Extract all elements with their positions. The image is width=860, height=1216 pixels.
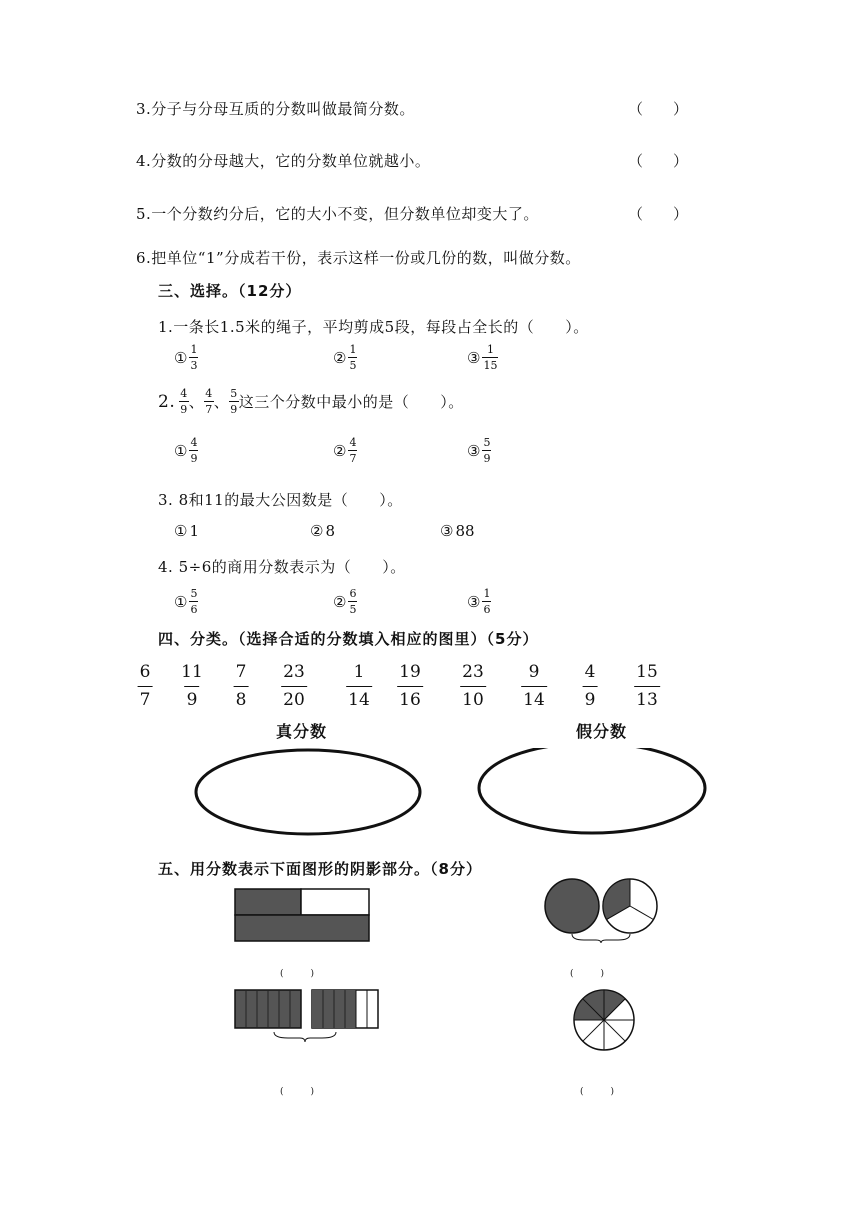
section-3-title: 三、选择。（12分）: [158, 282, 302, 300]
answer-paren-figure-4[interactable]: ( ): [580, 1087, 615, 1097]
figure-strips: [234, 988, 380, 1048]
improper-fraction-ellipse[interactable]: [479, 748, 705, 833]
section-5-title: 五、用分数表示下面图形的阴影部分。（8分）: [158, 860, 482, 878]
fraction: $\frac{1}{6}$: [483, 587, 491, 616]
classification-fraction[interactable]: 23 10: [462, 662, 484, 710]
q4-option-1[interactable]: ① $\frac{5}{6}$: [174, 587, 198, 616]
answer-paren-figure-2[interactable]: ( ): [570, 969, 605, 979]
q3-option-2[interactable]: ② 8: [310, 522, 335, 540]
q4-text: 4. 5÷6的商用分数表示为（ ）。: [158, 558, 406, 576]
answer-paren-3[interactable]: （ ）: [628, 100, 689, 118]
answer-paren-figure-3[interactable]: ( ): [280, 1087, 315, 1097]
fraction: $\frac{5}{9}$: [230, 387, 238, 416]
fraction: $\frac{5}{6}$: [190, 587, 198, 616]
classification-fraction[interactable]: 4 9: [584, 662, 596, 710]
classification-fraction[interactable]: 23 20: [283, 662, 305, 710]
classification-fraction[interactable]: 15 13: [636, 662, 658, 710]
q2-text: 2. $\frac{4}{9}$ 、 $\frac{4}{7}$ 、 $\frac{5}{9}$ 这三个分数中最小的是（ ）。: [158, 387, 464, 416]
q1-text: 1.一条长1.5米的绳子，平均剪成5段，每段占全长的（ ）。: [158, 318, 589, 336]
judgment-3: 3.分子与分母互质的分数叫做最简分数。: [136, 100, 415, 118]
judgment-6: 6.把单位“1”分成若干份，表示这样一份或几份的数，叫做分数。: [136, 249, 581, 267]
figure-rectangle: [234, 888, 370, 944]
classification-fraction[interactable]: 7 8: [235, 662, 247, 710]
answer-paren-4[interactable]: （ ）: [628, 152, 689, 170]
classification-fraction[interactable]: 9 14: [523, 662, 545, 710]
q3-option-1[interactable]: ① 1: [174, 522, 199, 540]
fraction: $\frac{4}{9}$: [190, 436, 198, 465]
answer-paren-figure-1[interactable]: ( ): [280, 969, 315, 979]
figure-eighths-circle: [572, 988, 636, 1052]
judgment-4: 4.分数的分母越大，它的分数单位就越小。: [136, 152, 431, 170]
classification-ellipses: [190, 748, 720, 848]
fraction: $\frac{5}{9}$: [483, 436, 491, 465]
fraction: $\frac{1}{15}$: [483, 343, 498, 372]
classification-fraction[interactable]: 6 7: [139, 662, 151, 710]
fraction: $\frac{1}{3}$: [190, 343, 198, 372]
fraction: $\frac{4}{9}$: [180, 387, 188, 416]
q1-option-1[interactable]: ① $\frac{1}{3}$: [174, 343, 198, 372]
q3-text: 3. 8和11的最大公因数是（ ）。: [158, 491, 403, 509]
q3-option-3[interactable]: ③ 88: [440, 522, 475, 540]
q1-option-3[interactable]: ③ $\frac{1}{15}$: [467, 343, 498, 372]
q4-option-2[interactable]: ② $\frac{6}{5}$: [333, 587, 357, 616]
proper-fraction-label: 真分数: [276, 722, 328, 741]
classification-fraction[interactable]: 11 9: [181, 662, 203, 710]
fraction: $\frac{4}{7}$: [349, 436, 357, 465]
q2-option-2[interactable]: ② $\frac{4}{7}$: [333, 436, 357, 465]
fraction: $\frac{4}{7}$: [205, 387, 213, 416]
figure-circles: [544, 878, 660, 944]
answer-paren-5[interactable]: （ ）: [628, 205, 689, 223]
section-4-title: 四、分类。（选择合适的分数填入相应的图里）（5分）: [158, 630, 539, 648]
fraction: $\frac{6}{5}$: [349, 587, 357, 616]
q2-option-3[interactable]: ③ $\frac{5}{9}$: [467, 436, 491, 465]
proper-fraction-ellipse[interactable]: [196, 750, 420, 834]
classification-fraction[interactable]: 19 16: [399, 662, 421, 710]
judgment-5: 5.一个分数约分后，它的大小不变，但分数单位却变大了。: [136, 205, 539, 223]
fraction-row: [0, 664, 860, 714]
classification-fraction[interactable]: 1 14: [348, 662, 370, 710]
q1-option-2[interactable]: ② $\frac{1}{5}$: [333, 343, 357, 372]
q4-option-3[interactable]: ③ $\frac{1}{6}$: [467, 587, 491, 616]
q2-option-1[interactable]: ① $\frac{4}{9}$: [174, 436, 198, 465]
improper-fraction-label: 假分数: [576, 722, 628, 741]
fraction: $\frac{1}{5}$: [349, 343, 357, 372]
